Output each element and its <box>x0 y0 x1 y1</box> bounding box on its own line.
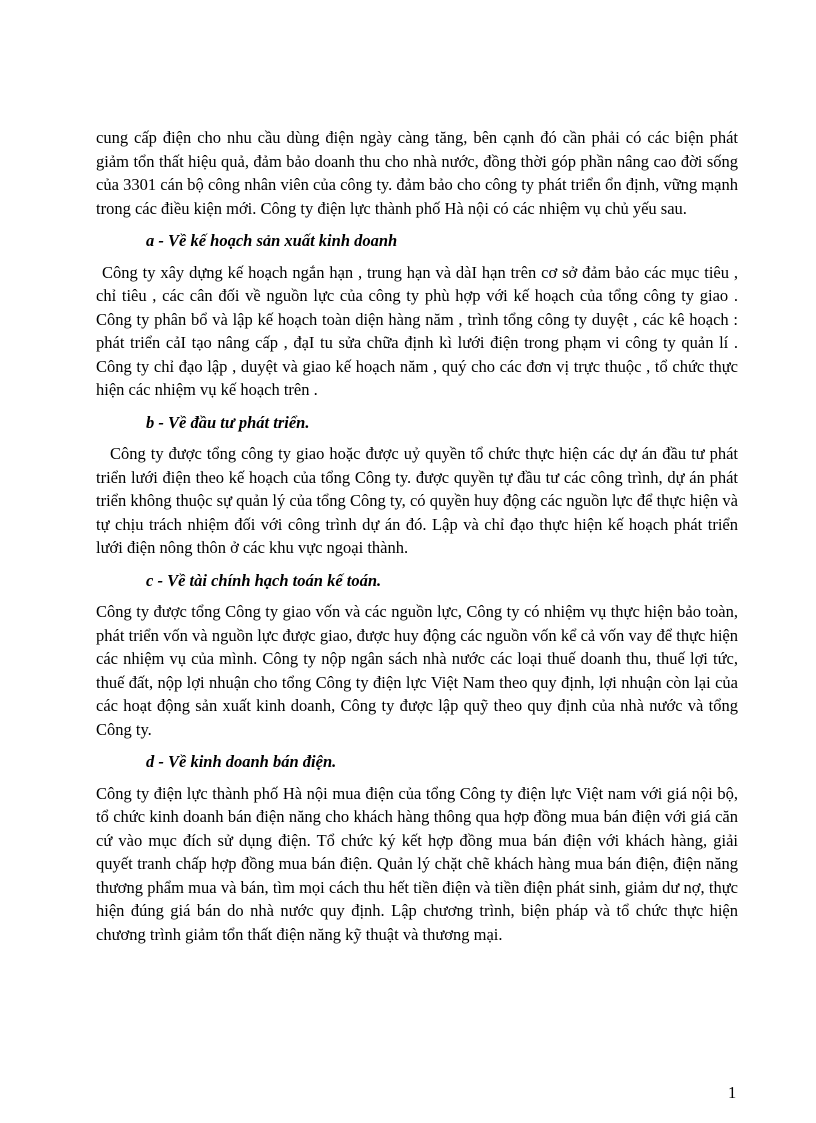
document-page <box>96 126 738 946</box>
section-body-sales: Công ty điện lực thành phố Hà nội mua điện của tổng Công ty điện lực Việt nam với giá nội bộ, tổ chức kinh doanh bán điện năng cho khách hàng thông qua hợp đồng mua bán điện với giá căn cứ vào mục đích sử dụng điện. Tổ chức ký kết hợp đồng mua bán điện với khách hàng, giải quyết tranh chấp hợp đồng mua bán điện. Quản lý chặt chẽ khách hàng mua bán điện, điện năng thương phẩm mua và bán, tìm mọi cách thu hết tiền điện và tiền điện phát sinh, giảm dư nợ, thực hiện đúng giá bán do nhà nước quy định. Lập chương trình, biện pháp và tổ chức thực hiện chương trình giảm tổn thất điện năng kỹ thuật và thương mại. <box>96 783 738 944</box>
section-body-investment: Công ty được tổng công ty giao hoặc được uỷ quyền tổ chức thực hiện các dự án đầu tư phát triển lưới điện theo kế hoạch của tổng Công ty. được quyền tự đầu tư các công trình, dự án phát triển không thuộc sự quản lý của tổng Công ty, có quyền huy động các nguồn lực để thực hiện và tự chịu trách nhiệm đối với công trình dự án đó. Lập và chỉ đạo thực hiện kế hoạch phát triển lưới điện nông thôn ở các khu vực ngoại thành. <box>96 444 738 557</box>
section-heading-finance: c - Về tài chính hạch toán kế toán. <box>146 570 382 590</box>
section-heading-plan: a - Về kế hoạch sản xuất kinh doanh <box>146 231 398 250</box>
section-body-plan: Công ty xây dựng kế hoạch ngắn hạn , trung hạn và dàI hạn trên cơ sở đảm bảo các mục tiêu , chỉ tiêu , các cân đối về nguồn lực của công ty phù hợp với kế hoạch của tổng công ty giao . Công ty phân bổ và lập kế hoạch toàn diện hàng năm , trình tổng công ty duyệt , các kê hoạch : phát triển cảI tạo nâng cấp , đạI tu sửa chữa định kì lưới điện trong phạm vi công ty quản lí . Công ty chỉ đạo lập , duyệt và giao kế hoạch năm , quý cho các đơn vị trực thuộc , tổ chức thực hiện các nhiệm vụ kế hoạch trên . <box>96 262 738 399</box>
section-heading-sales: d - Về kinh doanh bán điện. <box>146 752 337 771</box>
page-number: 1 <box>728 1083 737 1102</box>
section-heading-investment: b - Về đầu tư phát triển. <box>146 412 310 432</box>
intro-paragraph: cung cấp điện cho nhu cầu dùng điện ngày càng tăng, bên cạnh đó cần phải có các biện phát giảm tổn thất hiệu quả, đảm bảo doanh thu cho nhà nước, đồng thời góp phần nâng cao đời sống của 3301 cán bộ công nhân viên của công ty. đảm bảo cho công ty phát triển ổn định, vững mạnh trong các điều kiện mới. Công ty điện lực thành phố Hà nội có các nhiệm vụ chủ yếu sau. <box>96 128 738 218</box>
section-body-finance: Công ty được tổng Công ty giao vốn và các nguồn lực, Công ty có nhiệm vụ thực hiện bảo toàn, phát triển vốn và nguồn lực được giao, được huy động các nguồn vốn kể cả vốn vay để thực hiện các nhiệm vụ của mình. Công ty nộp ngân sách nhà nước các loại thuế doanh thu, thuế lợi tức, thuế đất, nộp lợi nhuận cho tổng Công ty điện lực Việt Nam theo quy định, lợi nhuận còn lại của các hoạt động sản xuất kinh doanh, Công ty được lập quỹ theo quy định của nhà nước và tổng Công ty. <box>96 602 738 739</box>
